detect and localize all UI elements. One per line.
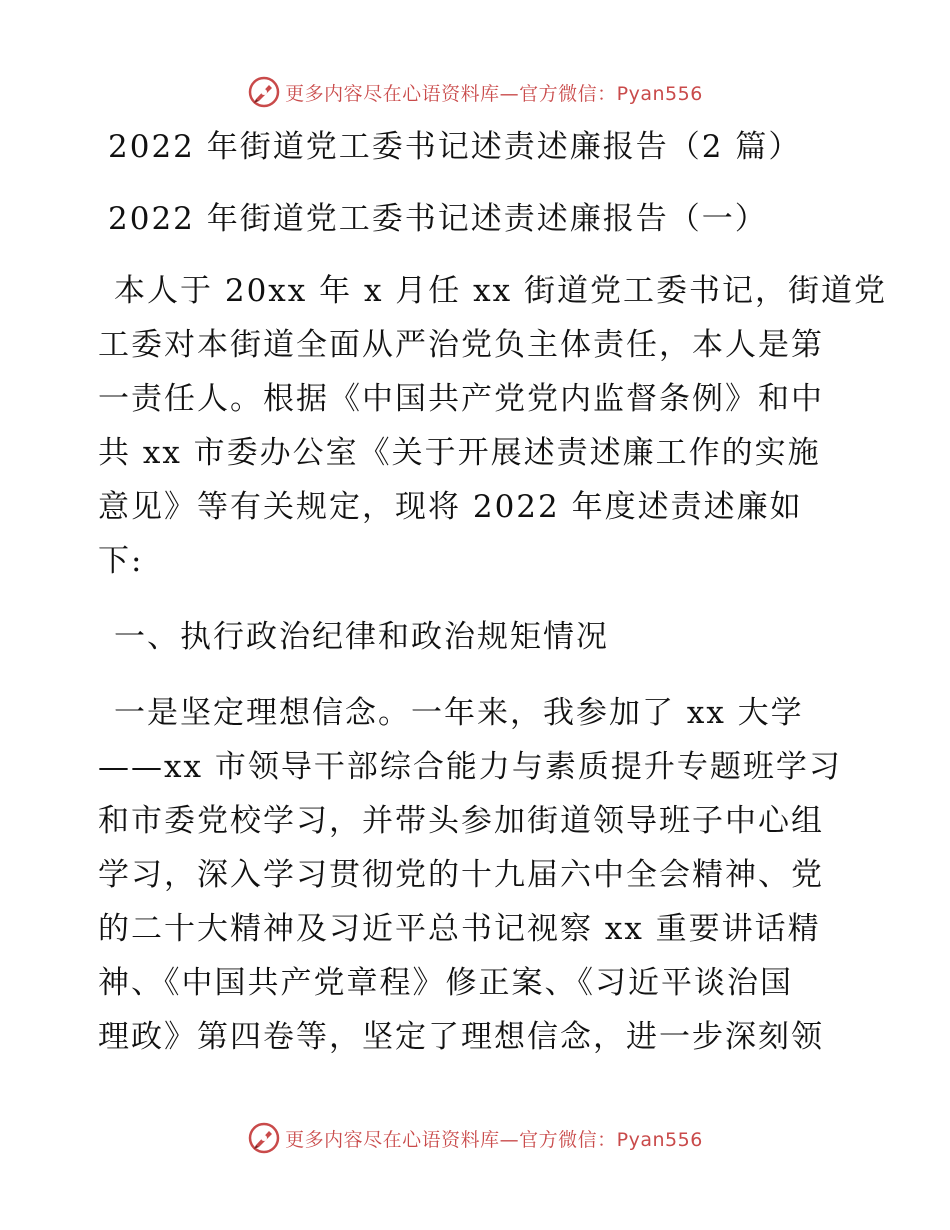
report-subtitle: 2022 年街道党工委书记述责述廉报告（一） xyxy=(108,201,768,237)
paragraph-line: 意见》等有关规定，现将 2022 年度述责述廉如 xyxy=(98,489,803,525)
paragraph-line: 本人于 20xx 年 x 月任 xx 街道党工委书记，街道党 xyxy=(114,273,887,309)
paragraph-line: 共 xx 市委办公室《关于开展述责述廉工作的实施 xyxy=(98,435,821,471)
paragraph-line: 工委对本街道全面从严治党负主体责任，本人是第 xyxy=(98,327,824,363)
watermark-text-bottom: 更多内容尽在心语资料库—官方微信：Pyan556 xyxy=(285,1128,703,1151)
paragraph-line: 学习，深入学习贯彻党的十九届六中全会精神、党 xyxy=(98,857,824,893)
paragraph-line: 神、《中国共产党章程》修正案、《习近平谈治国 xyxy=(98,965,793,1001)
watermark-text-top: 更多内容尽在心语资料库—官方微信：Pyan556 xyxy=(285,82,703,105)
paragraph-line: 下: xyxy=(98,543,144,579)
watermark-banner-bottom xyxy=(0,1118,950,1158)
paragraph-2 xyxy=(98,686,858,1064)
paragraph-line: 的二十大精神及习近平总书记视察 xx 重要讲话精 xyxy=(98,911,821,947)
paragraph-line: 理政》第四卷等，坚定了理想信念，进一步深刻领 xyxy=(98,1019,824,1055)
section-heading: 一、执行政治纪律和政治规矩情况 xyxy=(114,619,609,655)
pen-logo-icon xyxy=(247,1121,281,1155)
paragraph-line: 一是坚定理想信念。一年来，我参加了 xx 大学 xyxy=(114,695,804,731)
document-title: 2022 年街道党工委书记述责述廉报告（2 篇） xyxy=(108,129,802,165)
paragraph-1 xyxy=(98,264,887,588)
watermark-banner-top xyxy=(0,72,950,112)
paragraph-line: 一责任人。根据《中国共产党党内监督条例》和中 xyxy=(98,381,824,417)
paragraph-line: ——xx 市领导干部综合能力与素质提升专题班学习 xyxy=(98,749,842,785)
pen-logo-icon xyxy=(247,75,281,109)
paragraph-line: 和市委党校学习，并带头参加街道领导班子中心组 xyxy=(98,803,824,839)
document-body xyxy=(98,120,887,1064)
